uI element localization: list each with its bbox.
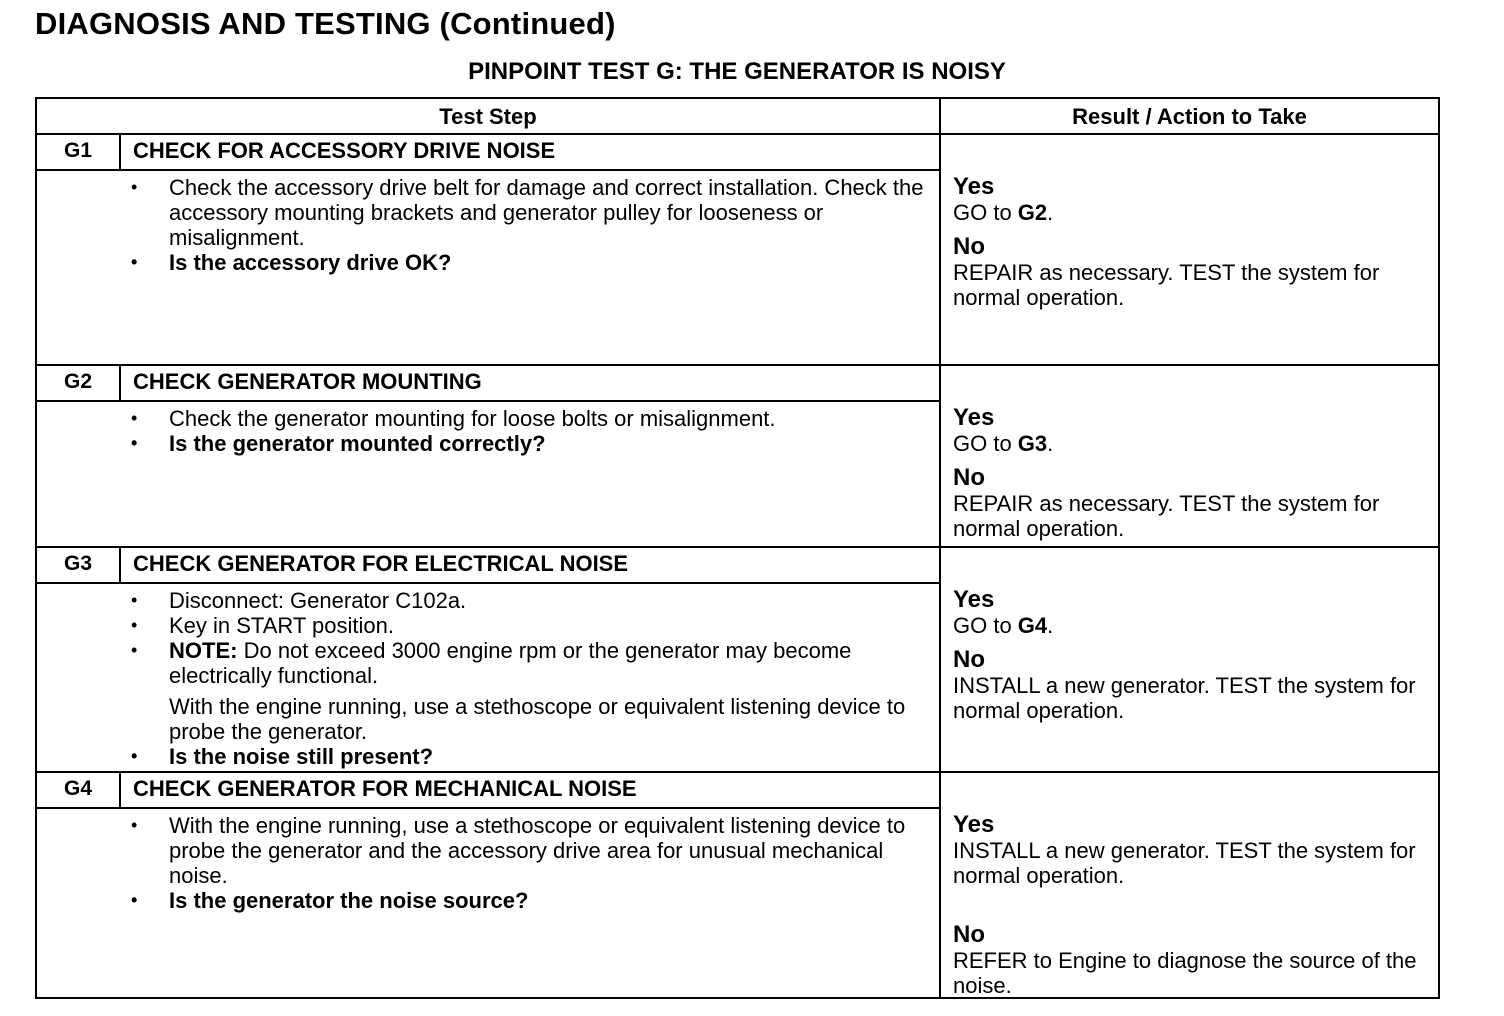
step-title-g4: CHECK GENERATOR FOR MECHANICAL NOISE: [133, 776, 637, 801]
step-id-g2: G2: [63, 370, 92, 393]
goto-step-link: G2: [1017, 200, 1048, 225]
step-title-divider: [37, 807, 939, 809]
column-divider: [939, 99, 941, 997]
goto-step-link: G3: [1017, 431, 1048, 456]
step-instruction: • Check the generator mounting for loose bolts or misalignment.: [129, 406, 929, 431]
step-id-divider: [119, 135, 121, 169]
result-g1: [953, 173, 1433, 310]
step-id-g1: G1: [63, 139, 92, 162]
step-body-g1: [129, 175, 929, 275]
no-label: No: [953, 233, 985, 260]
pinpoint-test-title: PINPOINT TEST G: THE GENERATOR IS NOISY: [468, 58, 1006, 85]
step-body-g3: [129, 588, 929, 769]
step-title-divider: [37, 582, 939, 584]
yes-label: Yes: [953, 811, 995, 838]
yes-label: Yes: [953, 586, 995, 613]
yes-action: INSTALL a new generator. TEST the system for normal operation.: [953, 838, 1416, 888]
step-instruction: • With the engine running, use a stethoscope or equivalent listening device to probe the generator and the accessory drive area for unusual mechanical noise.: [129, 813, 929, 888]
result-g3: [953, 586, 1433, 723]
no-label: No: [953, 646, 985, 673]
page-title: DIAGNOSIS AND TESTING (Continued): [35, 6, 616, 41]
result-g4: [953, 811, 1433, 998]
no-label: No: [953, 464, 985, 491]
step-instruction-continuation: With the engine running, use a stethoscope or equivalent listening device to probe the generator.: [169, 694, 906, 744]
step-title-g2: CHECK GENERATOR MOUNTING: [133, 369, 482, 394]
goto-step-link: G4: [1017, 613, 1048, 638]
step-id-divider: [119, 548, 121, 582]
step-id-g4: G4: [63, 777, 92, 800]
step-title-divider: [37, 169, 939, 171]
step-id-divider: [119, 773, 121, 807]
no-action: REPAIR as necessary. TEST the system for normal operation.: [953, 491, 1380, 541]
yes-action: GO to G2.: [953, 200, 1054, 225]
result-g2: [953, 404, 1433, 541]
yes-label: Yes: [953, 173, 995, 200]
step-title-g3: CHECK GENERATOR FOR ELECTRICAL NOISE: [133, 551, 629, 576]
header-result-action: Result / Action to Take: [1072, 104, 1307, 129]
yes-action: GO to G4.: [953, 613, 1054, 638]
step-question: • Is the noise still present?: [129, 744, 929, 769]
no-label: No: [953, 921, 985, 948]
step-question: • Is the accessory drive OK?: [129, 250, 929, 275]
yes-action: GO to G3.: [953, 431, 1054, 456]
step-body-g4: [129, 813, 929, 913]
step-question: • Is the generator mounted correctly?: [129, 431, 929, 456]
step-instruction: • Key in START position.: [129, 613, 929, 638]
header-test-step: Test Step: [439, 104, 537, 129]
pinpoint-test-table: [35, 97, 1440, 999]
step-id-g3: G3: [63, 552, 92, 575]
step-instruction: • Check the accessory drive belt for damage and correct installation. Check the accessory mounting brackets and generator pulley for looseness or misalignment.: [129, 175, 929, 250]
step-body-g2: [129, 406, 929, 456]
step-instruction: • Disconnect: Generator C102a.: [129, 588, 929, 613]
step-id-divider: [119, 366, 121, 400]
no-action: REPAIR as necessary. TEST the system for normal operation.: [953, 260, 1380, 310]
note-label: NOTE:: [169, 638, 238, 663]
step-question: • Is the generator the noise source?: [129, 888, 929, 913]
no-action: INSTALL a new generator. TEST the system for normal operation.: [953, 673, 1416, 723]
no-action: REFER to Engine to diagnose the source of the noise.: [953, 948, 1417, 998]
step-title-g1: CHECK FOR ACCESSORY DRIVE NOISE: [133, 138, 556, 163]
step-note: • NOTE: Do not exceed 3000 engine rpm or the generator may become electrically functional.: [129, 638, 929, 688]
step-title-divider: [37, 400, 939, 402]
yes-label: Yes: [953, 404, 995, 431]
